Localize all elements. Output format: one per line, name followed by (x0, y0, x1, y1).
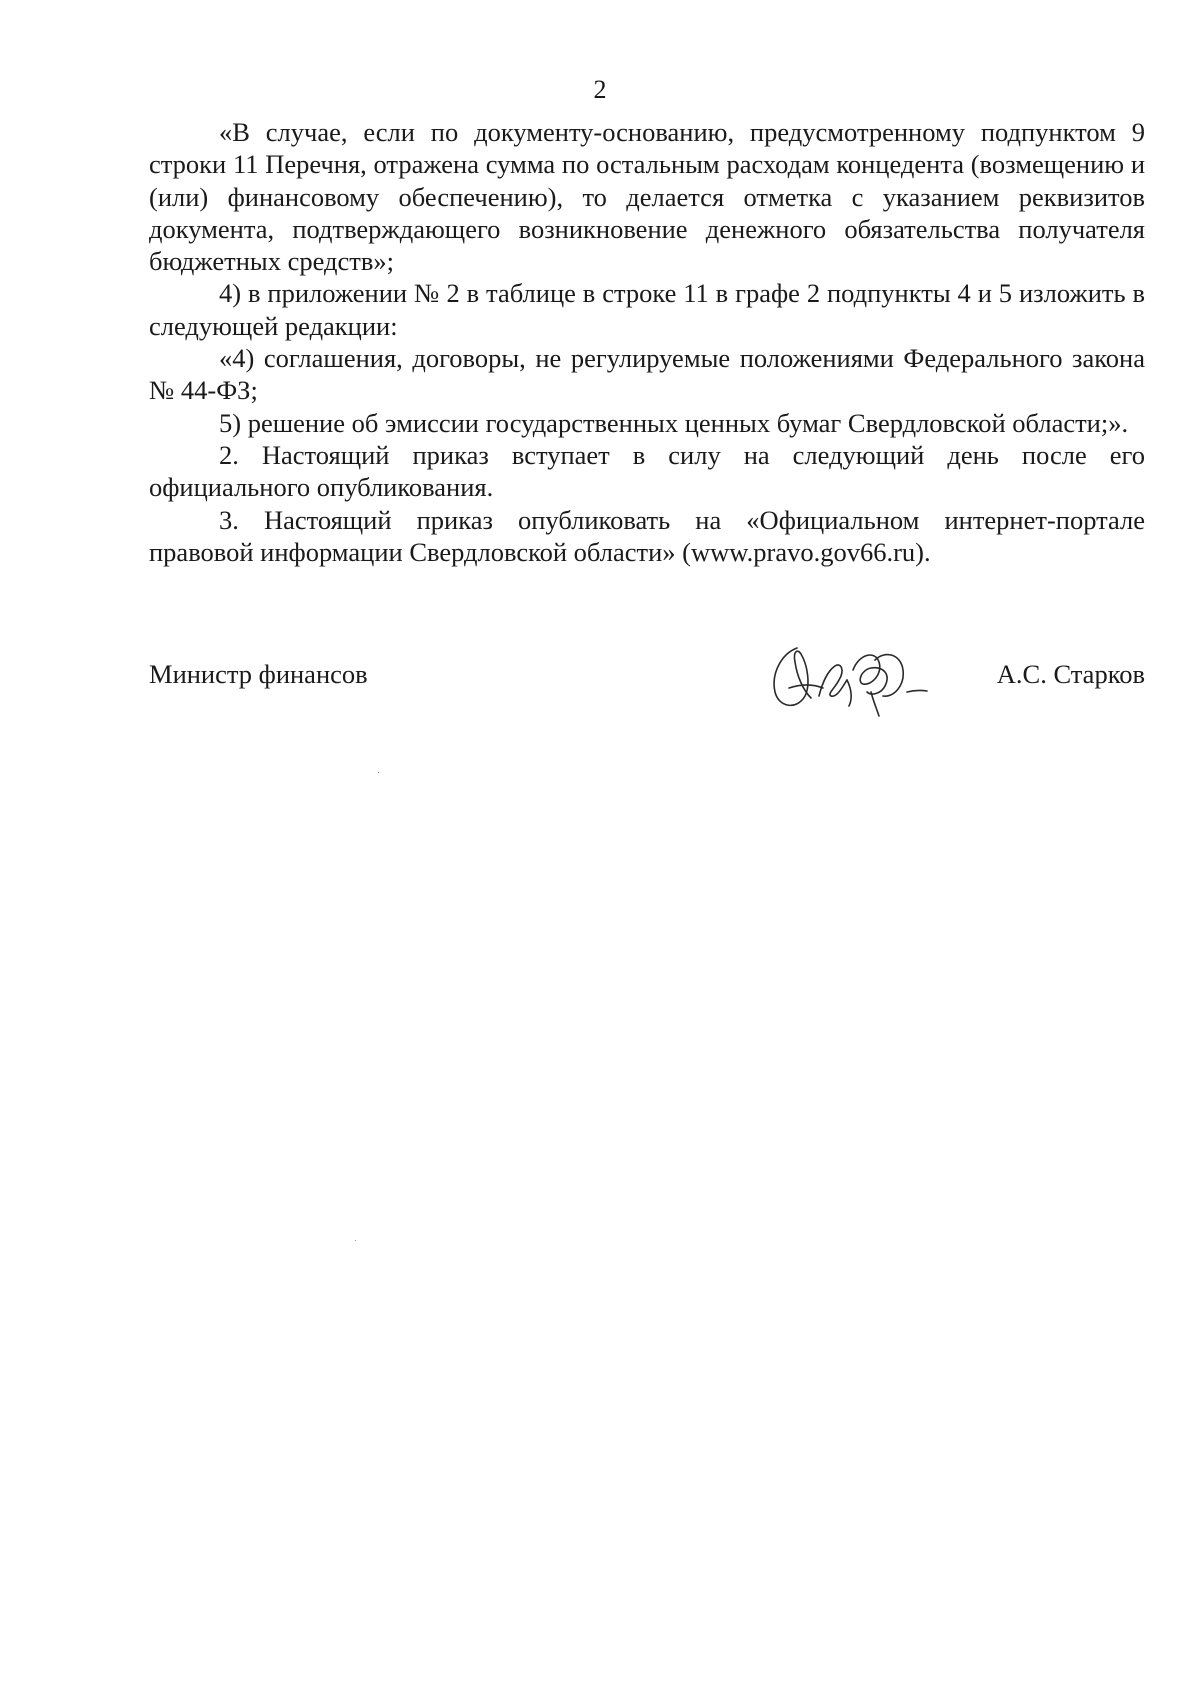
paragraph-subitem-4: «4) соглашения, договоры, не регулируемые положениями Федерального закона № 44-ФЗ; (149, 343, 1145, 406)
signature-block (149, 640, 1145, 720)
paragraph-publication: 3. Настоящий приказ опубликовать на «Официальном интернет-портале правовой информации Свердловской области» (www.pravo.gov66.ru). (149, 504, 1145, 567)
signer-title: Министр финансов (149, 659, 368, 689)
document-body (149, 116, 1145, 568)
handwritten-signature (767, 640, 947, 718)
paragraph-effective-date: 2. Настоящий приказ вступает в силу на следующий день после его официального опубликования. (149, 439, 1145, 503)
page-number: 2 (593, 75, 607, 104)
scan-speck (378, 772, 379, 773)
paragraph-item-4: 4) в приложении № 2 в таблице в строке 11 в графе 2 подпункты 4 и 5 изложить в следующей редакции: (149, 278, 1145, 341)
paragraph-subitem-5: 5) решение об эмиссии государственных ценных бумаг Свердловской области;». (219, 407, 1129, 438)
signer-name: А.С. Старков (996, 659, 1145, 689)
scan-speck (355, 1240, 356, 1241)
paragraph-condition: «В случае, если по документу-основанию, предусмотренному подпунктом 9 строки 11 Перечня, отражена сумма по остальным расходам концедента (возмещению и (или) финансовому обеспечению), то делается отметка с указанием реквизитов документа, подтверждающего возникновение денежного обязательства получателя бюджетных средств»; (149, 117, 1145, 277)
